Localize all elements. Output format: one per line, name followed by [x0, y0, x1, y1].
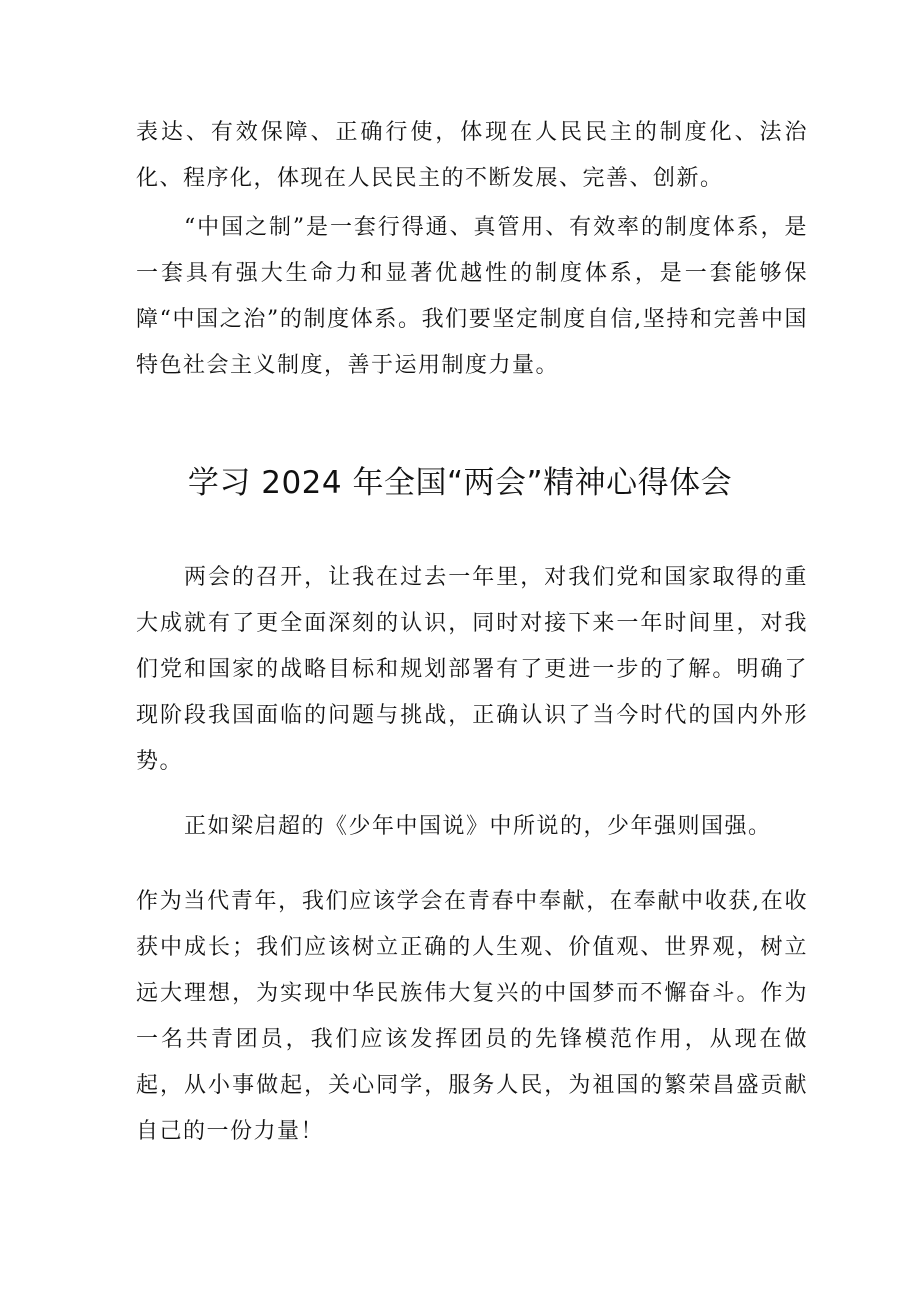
paragraph-quote: 正如梁启超的《少年中国说》中所说的，少年强则国强。	[184, 814, 772, 839]
paragraph-two-sessions: 两会的召开，让我在过去一年里，对我们党和国家取得的重大成就有了更全面深刻的认识，同时对接下来一年时间里，对我们党和国家的战略目标和规划部署有了更进一步的了解。明确了现阶段我国面临的问题与挑战，正确认识了当今时代的国内外形势。	[136, 565, 808, 774]
article-title: 学习 2024 年全国“两会”精神心得体会	[187, 465, 733, 501]
paragraph-youth: 作为当代青年，我们应该学会在青春中奉献，在奉献中收获,在收获中成长；我们应该树立正确的人生观、价值观、世界观，树立远大理想，为实现中华民族伟大复兴的中国梦而不懈奋斗。作为一名共青团员，我们应该发挥团员的先锋模范作用，从现在做起，从小事做起，关心同学，服务人民，为祖国的繁荣昌盛贡献自己的一份力量！	[136, 889, 808, 1144]
paragraph-china-system: “中国之制”是一套行得通、真管用、有效率的制度体系，是一套具有强大生命力和显著优越性的制度体系，是一套能够保障“中国之治”的制度体系。我们要坚定制度自信,坚持和完善中国特色社会主义制度，善于运用制度力量。	[136, 215, 808, 378]
paragraph-continuation: 表达、有效保障、正确行使，体现在人民民主的制度化、法治化、程序化，体现在人民民主的不断发展、完善、创新。	[136, 120, 808, 191]
